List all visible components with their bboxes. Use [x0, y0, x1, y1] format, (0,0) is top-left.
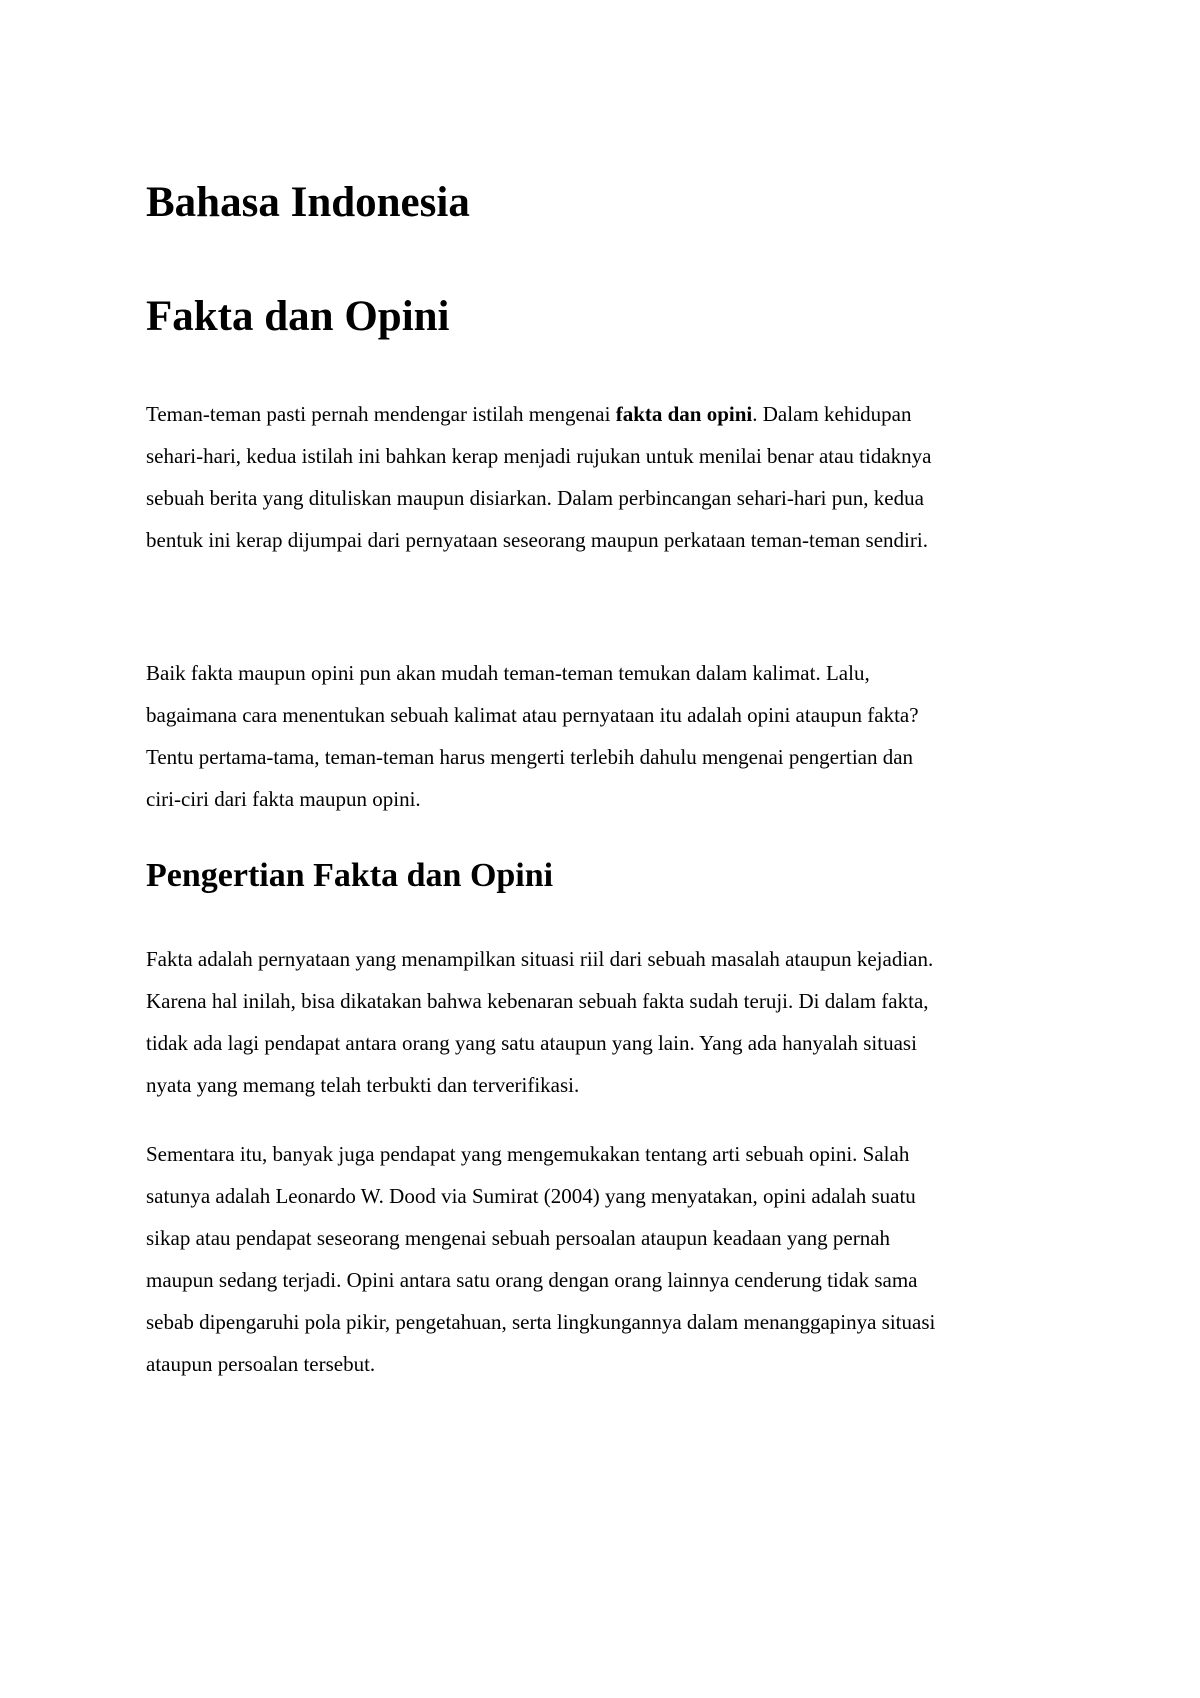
- text-run: . Dalam kehidupan: [752, 402, 912, 426]
- document-subtitle: Fakta dan Opini: [146, 293, 450, 340]
- paragraph-line: Fakta adalah pernyataan yang menampilkan situasi riil dari sebuah masalah ataupun kejadian.: [146, 947, 934, 971]
- paragraph-line: bagaimana cara menentukan sebuah kalimat atau pernyataan itu adalah opini ataupun fakta?: [146, 703, 919, 727]
- paragraph-line: sehari-hari, kedua istilah ini bahkan kerap menjadi rujukan untuk menilai benar atau tidaknya: [146, 444, 932, 468]
- text-run: Teman-teman pasti pernah mendengar istilah mengenai: [146, 402, 616, 426]
- paragraph-line: Karena hal inilah, bisa dikatakan bahwa kebenaran sebuah fakta sudah teruji. Di dalam fakta,: [146, 989, 929, 1013]
- paragraph-line: ataupun persoalan tersebut.: [146, 1352, 376, 1376]
- paragraph-line: Baik fakta maupun opini pun akan mudah teman-teman temukan dalam kalimat. Lalu,: [146, 661, 870, 685]
- section-heading: Pengertian Fakta dan Opini: [146, 857, 554, 894]
- paragraph-line: maupun sedang terjadi. Opini antara satu orang dengan orang lainnya cenderung tidak sama: [146, 1268, 918, 1292]
- paragraph-line: ciri-ciri dari fakta maupun opini.: [146, 787, 421, 811]
- paragraph-line: sebuah berita yang dituliskan maupun disiarkan. Dalam perbincangan sehari-hari pun, kedua: [146, 486, 924, 510]
- paragraph-intro: [146, 393, 1066, 561]
- paragraph-line: nyata yang memang telah terbukti dan terverifikasi.: [146, 1073, 580, 1097]
- paragraph-opini-definition: [146, 1133, 1066, 1385]
- bold-term: fakta dan opini: [615, 402, 753, 426]
- paragraph-line: bentuk ini kerap dijumpai dari pernyataan seseorang maupun perkataan teman-teman sendiri.: [146, 528, 928, 552]
- paragraph-line: sikap atau pendapat seseorang mengenai sebuah persoalan ataupun keadaan yang pernah: [146, 1226, 891, 1250]
- paragraph-line: Sementara itu, banyak juga pendapat yang mengemukakan tentang arti sebuah opini. Salah: [146, 1142, 910, 1166]
- paragraph-line: Tentu pertama-tama, teman-teman harus mengerti terlebih dahulu mengenai pengertian dan: [146, 745, 914, 769]
- paragraph-line: satunya adalah Leonardo W. Dood via Sumirat (2004) yang menyatakan, opini adalah suatu: [146, 1184, 916, 1208]
- paragraph-line: sebab dipengaruhi pola pikir, pengetahuan, serta lingkungannya dalam menanggapinya situasi: [146, 1310, 936, 1334]
- document-title: Bahasa Indonesia: [146, 179, 470, 226]
- paragraph-line: tidak ada lagi pendapat antara orang yang satu ataupun yang lain. Yang ada hanyalah situasi: [146, 1031, 917, 1055]
- paragraph-line: [146, 393, 1066, 435]
- paragraph-fakta-definition: [146, 938, 1066, 1106]
- paragraph-question: [146, 652, 1066, 820]
